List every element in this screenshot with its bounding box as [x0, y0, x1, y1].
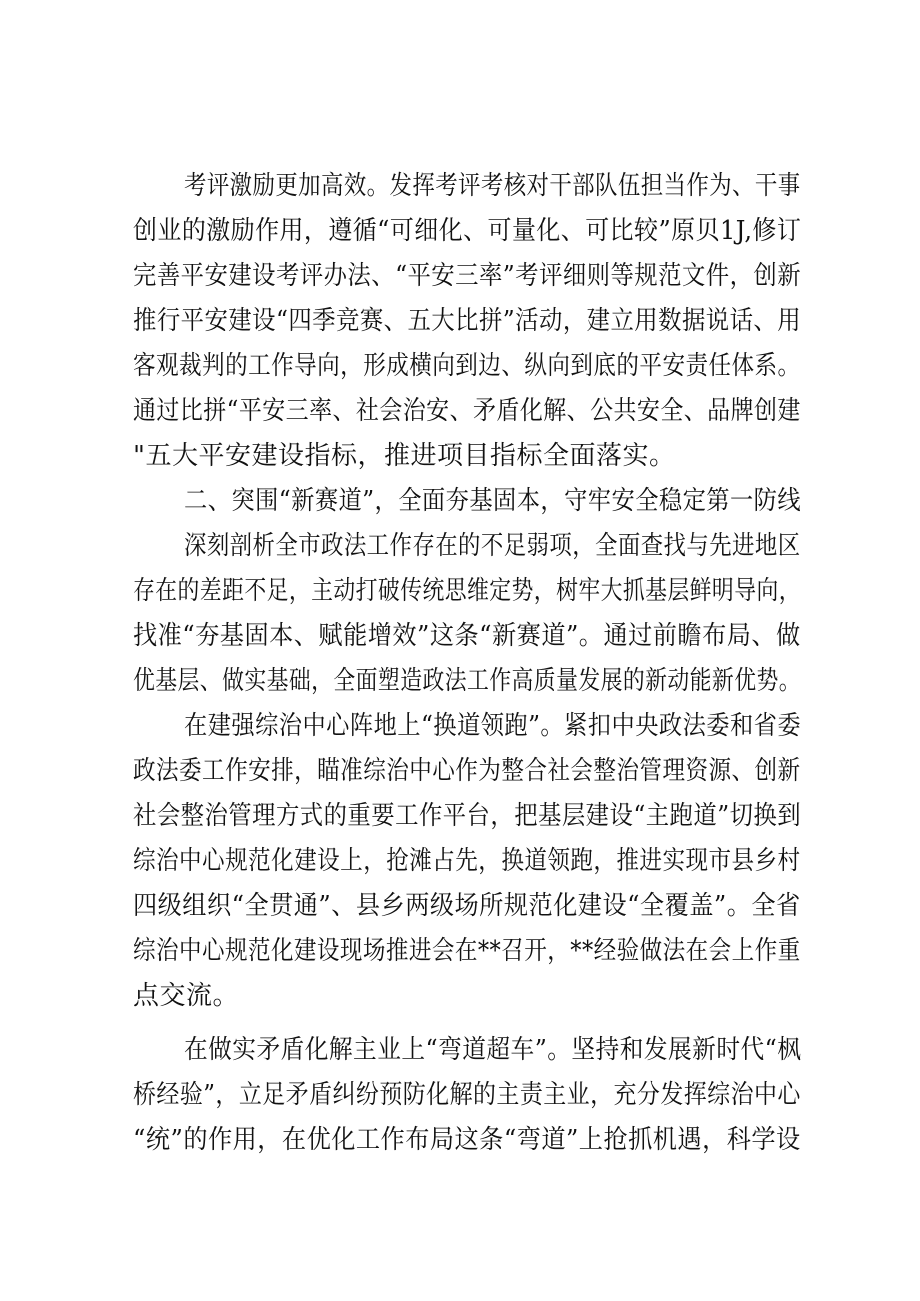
paragraph-1-line-1: 考评激励更加高效。发挥考评考核对干部队伍担当作为、干事 — [184, 171, 801, 201]
paragraph-4-line-3: 社会整治管理方式的重要工作平台，把基层建设“主跑道”切换到 — [133, 801, 802, 831]
paragraph-1-line-3: 完善平安建设考评办法、“平安三率”考评细则等规范文件，创新 — [133, 261, 802, 291]
paragraph-5-line-1: 在做实矛盾化解主业上“弯道超车”。坚持和发展新时代“枫 — [184, 1035, 802, 1065]
paragraph-1-line-7: "五大平安建设指标，推进项目指标全面落实。 — [133, 441, 676, 471]
paragraph-3-line-1: 深刻剖析全市政法工作存在的不足弱项，全面查找与先进地区 — [184, 531, 801, 561]
paragraph-1-line-6: 通过比拼“平安三率、社会治安、矛盾化解、公共安全、品牌创建 — [133, 396, 801, 426]
paragraph-1-line-2: 创业的激励作用，遵循“可细化、可量化、可比较”原贝1J,修订 — [133, 216, 802, 246]
paragraph-4-line-4: 综治中心规范化建设上，抢滩占先，换道领跑，推进实现市县乡村 — [133, 846, 801, 876]
paragraph-4-line-5: 四级组织“全贯通”、县乡两级场所规范化建设“全覆盖”。全省 — [133, 891, 801, 921]
paragraph-3-line-2: 存在的差距不足，主动打破传统思维定势，树牢大抓基层鲜明导向， — [133, 576, 802, 606]
paragraph-1-line-5: 客观裁判的工作导向，形成横向到边、纵向到底的平安责任体系。 — [133, 351, 801, 381]
paragraph-3-line-4: 优基层、做实基础，全面塑造政法工作高质量发展的新动能新优势。 — [133, 666, 802, 696]
paragraph-4-line-1: 在建强综治中心阵地上“换道领跑”。紧扣中央政法委和省委 — [184, 711, 802, 741]
paragraph-4-line-2: 政法委工作安排，瞄准综治中心作为整合社会整治管理资源、创新 — [133, 756, 801, 786]
paragraph-4-line-7: 点交流。 — [133, 981, 240, 1011]
paragraph-1-line-4: 推行平安建设“四季竞赛、五大比拼”活动，建立用数据说话、用 — [133, 306, 802, 336]
paragraph-3-line-3: 找准“夯基固本、赋能增效”这条“新赛道”。通过前瞻布局、做 — [133, 621, 801, 651]
paragraph-5-line-2: 桥经验”，立足矛盾纠纷预防化解的主责主业，充分发挥综治中心 — [133, 1080, 801, 1110]
section-heading: 二、突围“新赛道”，全面夯基固本，守牢安全稳定第一防线 — [184, 486, 802, 516]
paragraph-5-line-3: “统”的作用，在优化工作布局这条“弯道”上抢抓机遇，科学设 — [133, 1125, 801, 1155]
paragraph-4-line-6: 综治中心规范化建设现场推进会在**召开，**经验做法在会上作重 — [133, 936, 801, 966]
